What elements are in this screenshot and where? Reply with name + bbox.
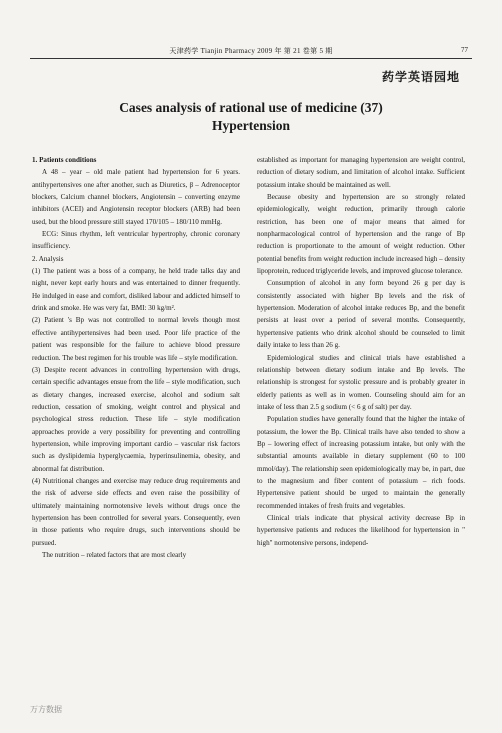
- page-number: 77: [461, 46, 468, 54]
- left-column: [32, 154, 240, 561]
- paragraph: The nutrition – related factors that are most clearly: [42, 551, 187, 559]
- journal-info: 天津药学 Tianjin Pharmacy 2009 年 第 21 卷第 5 期: [169, 47, 333, 55]
- paragraph: ECG: Sinus rhythm, left ventricular hypertrophy, chronic coronary insufficiency.: [32, 230, 240, 251]
- article-subtitle: Hypertension: [211, 118, 290, 133]
- paragraph: A 48 – year – old male patient had hypertension for 6 years. antihypertensives one after another, such as Diuretics, β – Adrenoceptor blockers, Calcium channel blockers, Angiotensin – converting enzyme inhibitors (ACEI) and Angiotensin receptor blockers (ARB) had been used, but the blood pressure still stayed 170/105 – 180/110 mmHg.: [32, 168, 240, 226]
- paragraph: Because obesity and hypertension are so strongly related epidemiologically, weight reduction, primarily through calorie restriction, has been one of major means that aimed for nonpharmacological control of hypertension and the range of Bp reduction is proportionate to the amount of weight reduction. Other potential benefits from weight reduction include increased high – density lipoprotein, reduced triglyceride levels, and improved glucose tolerance.: [257, 193, 465, 276]
- paragraph: Consumption of alcohol in any form beyond 26 g per day is consistently associated with higher Bp levels and the risk of hypertension. Moderation of alcohol intake reduces Bp, and the benefit persists at least over a period of several months. Consequently, hypertensive patients who drink alcohol should be counseled to limit daily intake to less than 26 g.: [257, 279, 465, 350]
- paragraph: Population studies have generally found that the higher the intake of potassium, the lower the Bp. Clinical trails have also tended to show a Bp – lowering effect of increasing potassium intake, but only with the substantial amounts available in dietary supplement (60 to 100 mmol/day). The relationship seen epidemiologically may be, in part, due to the magnesium and fiber content of potassium – rich foods. Hypertensive patient should be urged to maintain the generally recommended intakes of fresh fruits and vegetables.: [257, 415, 465, 510]
- paragraph: Epidemiological studies and clinical trials have established a relationship between dietary sodium intake and Bp levels. The relationship is strongest for systolic pressure and is probably greater in elderly patients as well as in women. Counseling should aim for an intake of less than 2.5 g sodium (< 6 g of salt) per day.: [257, 353, 465, 411]
- running-header: [30, 44, 472, 59]
- right-column: [257, 154, 465, 549]
- paragraph: Clinical trials indicate that physical activity decrease Bp in hypertensive patients and reduces the likelihood for hypertension in " high" normotensive persons, independ-: [257, 513, 465, 547]
- paragraph: (3) Despite recent advances in controlling hypertension with drugs, certain specific advantages ensue from the life – style modification, such as dietary changes, increased exercise, alcohol and sodium salt reduction, cessation of smoking, weight control and physical and psychological stress reduction. These life – style modification approaches provide a very possibility for preventing and controlling hypertension, while improving important cardio – vascular risk factors such as dyslipidemia hyperglycaemia, hyperinsulinemia, obesity, and abnormal fat distribution.: [32, 365, 240, 473]
- section-title: 药学英语园地: [381, 70, 460, 84]
- paragraph: established as important for managing hypertension are weight control, reduction of dietary sodium, and limitation of alcohol intake. Sufficient potassium intake should be maintained as well.: [257, 156, 465, 189]
- watermark: 万方数据: [30, 705, 62, 714]
- paragraph: (1) The patient was a boss of a company, he held trade talks day and night, never kept early hours and was entertained to dinner frequently. He indulged in ease and comfort, disliked labour and addicted himself to drink and smoke. He was very fat, BMI: 30 kg/m².: [32, 267, 240, 313]
- paragraph: (2) Patient 's Bp was not controlled to normal levels though most effective antihypertensives had been used. Poor life practice of the patient was responsible for the failure to achieve blood pressure reduction. The best regimen for his trouble was life – style modification.: [32, 316, 240, 362]
- article-title: Cases analysis of rational use of medicine (37): [119, 100, 383, 115]
- heading-patient-conditions: 1. Patients conditions: [32, 156, 97, 164]
- heading-analysis: 2. Analysis: [32, 254, 64, 263]
- paragraph: (4) Nutritional changes and exercise may reduce drug requirements and the risk of adverse side effects and even raise the possibility of ultimately maintaining normotensive levels without drugs once the hypertension has been controlled for several years. Consequently, even in those patients who require drugs, such interventions should be pursued.: [32, 476, 240, 547]
